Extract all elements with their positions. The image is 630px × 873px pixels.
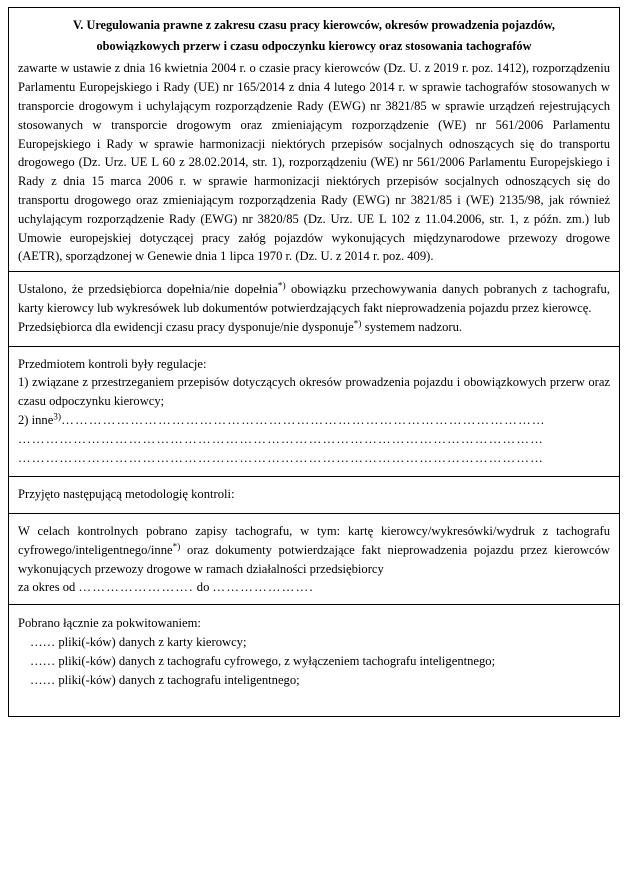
section-title-line-1: V. Uregulowania prawne z zakresu czasu pracy kierowców, okresów prowadzenia pojazdów,: [73, 18, 555, 32]
collected-records-statement: [18, 522, 610, 578]
footnote-marker-asterisk: *): [172, 541, 181, 552]
inspection-scope-cell: [9, 347, 619, 478]
period-to-field[interactable]: ………………….: [212, 580, 314, 595]
period-prefix-label: za okres od: [18, 580, 79, 595]
scope-item-2-fill-line[interactable]: ……………………………………………………………………………………………: [61, 413, 546, 428]
supervision-statement-part-1: Przedsiębiorca dla ewidencji czasu pracy dysponuje/nie dysponuje: [18, 319, 354, 334]
findings-cell: [9, 272, 619, 346]
methodology-heading: Przyjęto następującą metodologię kontroli:: [18, 487, 235, 502]
methodology-cell: [9, 477, 619, 514]
collected-records-part-1: W celach kontrolnych pobrano zapisy tachografu, w tym: kartę kierowcy/wykresówki/wydruk z tachografu cyfrowego/inteligentnego/inne: [18, 524, 610, 557]
scope-heading: Przedmiotem kontroli były regulacje:: [18, 356, 207, 371]
supervision-system-statement: [18, 318, 610, 337]
receipts-item-smart-tachograph[interactable]: …… pliki(-ków) danych z tachografu inteligentnego;: [30, 672, 300, 687]
period-from-field[interactable]: …………………….: [78, 580, 194, 595]
period-middle-label: do: [193, 580, 213, 595]
receipts-heading: Pobrano łącznie za pokwitowaniem:: [18, 616, 201, 631]
storage-statement-part-2: obowiązku przechowywania danych pobranych z tachografu, karty kierowcy lub wykresówek lub dokumentów potwierdzających fakt nieprowadzenia pojazdu przez kierowcę.: [18, 282, 610, 316]
collected-records-part-2: oraz dokumenty potwierdzające fakt nieprowadzenia pojazdu przez kierowców wykonujących przewozy drogowe w ramach działalności przedsiębiorcy: [18, 542, 610, 576]
footnote-marker-asterisk: *): [277, 280, 286, 291]
receipts-item-digital-tachograph[interactable]: …… pliki(-ków) danych z tachografu cyfrowego, z wyłączeniem tachografu inteligentnego;: [30, 653, 496, 668]
scope-item-2-label: 2) inne: [18, 413, 54, 428]
supervision-statement-part-2: systemem nadzoru.: [361, 319, 463, 334]
section-title: [18, 11, 610, 59]
footnote-marker-asterisk: *): [353, 318, 362, 329]
scope-item-1: 1) związane z przestrzeganiem przepisów dotyczących okresów prowadzenia pojazdu i obowiązkowych przerw oraz czasu odpoczynku kierowcy;: [18, 375, 610, 409]
receipts-item-driver-card[interactable]: …… pliki(-ków) danych z karty kierowcy;: [30, 635, 247, 650]
scope-item-2: [18, 411, 610, 430]
storage-obligation-statement: [18, 280, 610, 318]
collected-records-cell: [9, 514, 619, 605]
section-title-line-2: obowiązkowych przerw i czasu odpoczynku kierowcy oraz stosowania tachografów: [96, 39, 532, 54]
storage-statement-part-1: Ustalono, że przedsiębiorca dopełnia/nie dopełnia: [18, 282, 278, 297]
inspection-period-line: [18, 578, 610, 597]
footnote-marker-three: 3): [53, 411, 62, 422]
legal-basis-paragraph: zawarte w ustawie z dnia 16 kwietnia 2004 r. o czasie pracy kierowców (Dz. U. z 2019 r. poz. 1412), rozporządzeniu Parlamentu Europejskiego i Rady (UE) nr 165/2014 z dnia 4 lutego 2014 r. w sprawie tachografów stosowanych w transporcie drogowym i uchylającym rozporządzenie Rady (EWG) nr 3821/85 w sprawie urządzeń rejestrujących stosowanych w transporcie drogowym oraz zmieniającym rozporządzenie (WE) nr 561/2006 Parlamentu Europejskiego i Rady w sprawie harmonizacji niektórych przepisów socjalnych odnoszących się do transportu drogowego (Dz. Urz. UE L 60 z 28.02.2014, str. 1), rozporządzeniu (WE) nr 561/2006 Parlamentu Europejskiego i Rady z dnia 15 marca 2006 r. w sprawie harmonizacji niektórych przepisów socjalnych odnoszących się do transportu drogowego oraz zmieniającym rozporządzenia Rady (EWG) nr 3821/85 i (WE) 2135/98, jak również uchylającym rozporządzenie Rady (EWG) nr 3820/85 (Dz. Urz. UE L 102 z 11.04.2006, str. 1, z późn. zm.) lub Umowie europejskiej dotyczącej pracy załóg pojazdów wykonujących międzynarodowe przewozy drogowe (AETR), sporządzonej w Genewie dnia 1 lipca 1970 r. (Dz. U. z 2014 r. poz. 409).: [18, 61, 610, 264]
receipts-cell: [9, 605, 619, 715]
scope-fill-line-2[interactable]: ……………………………………………………………………………………………………: [18, 431, 545, 446]
section-legal-basis-cell: [9, 8, 619, 272]
inspection-form-table: [8, 7, 620, 717]
scope-fill-line-3[interactable]: ……………………………………………………………………………………………………: [18, 451, 545, 466]
